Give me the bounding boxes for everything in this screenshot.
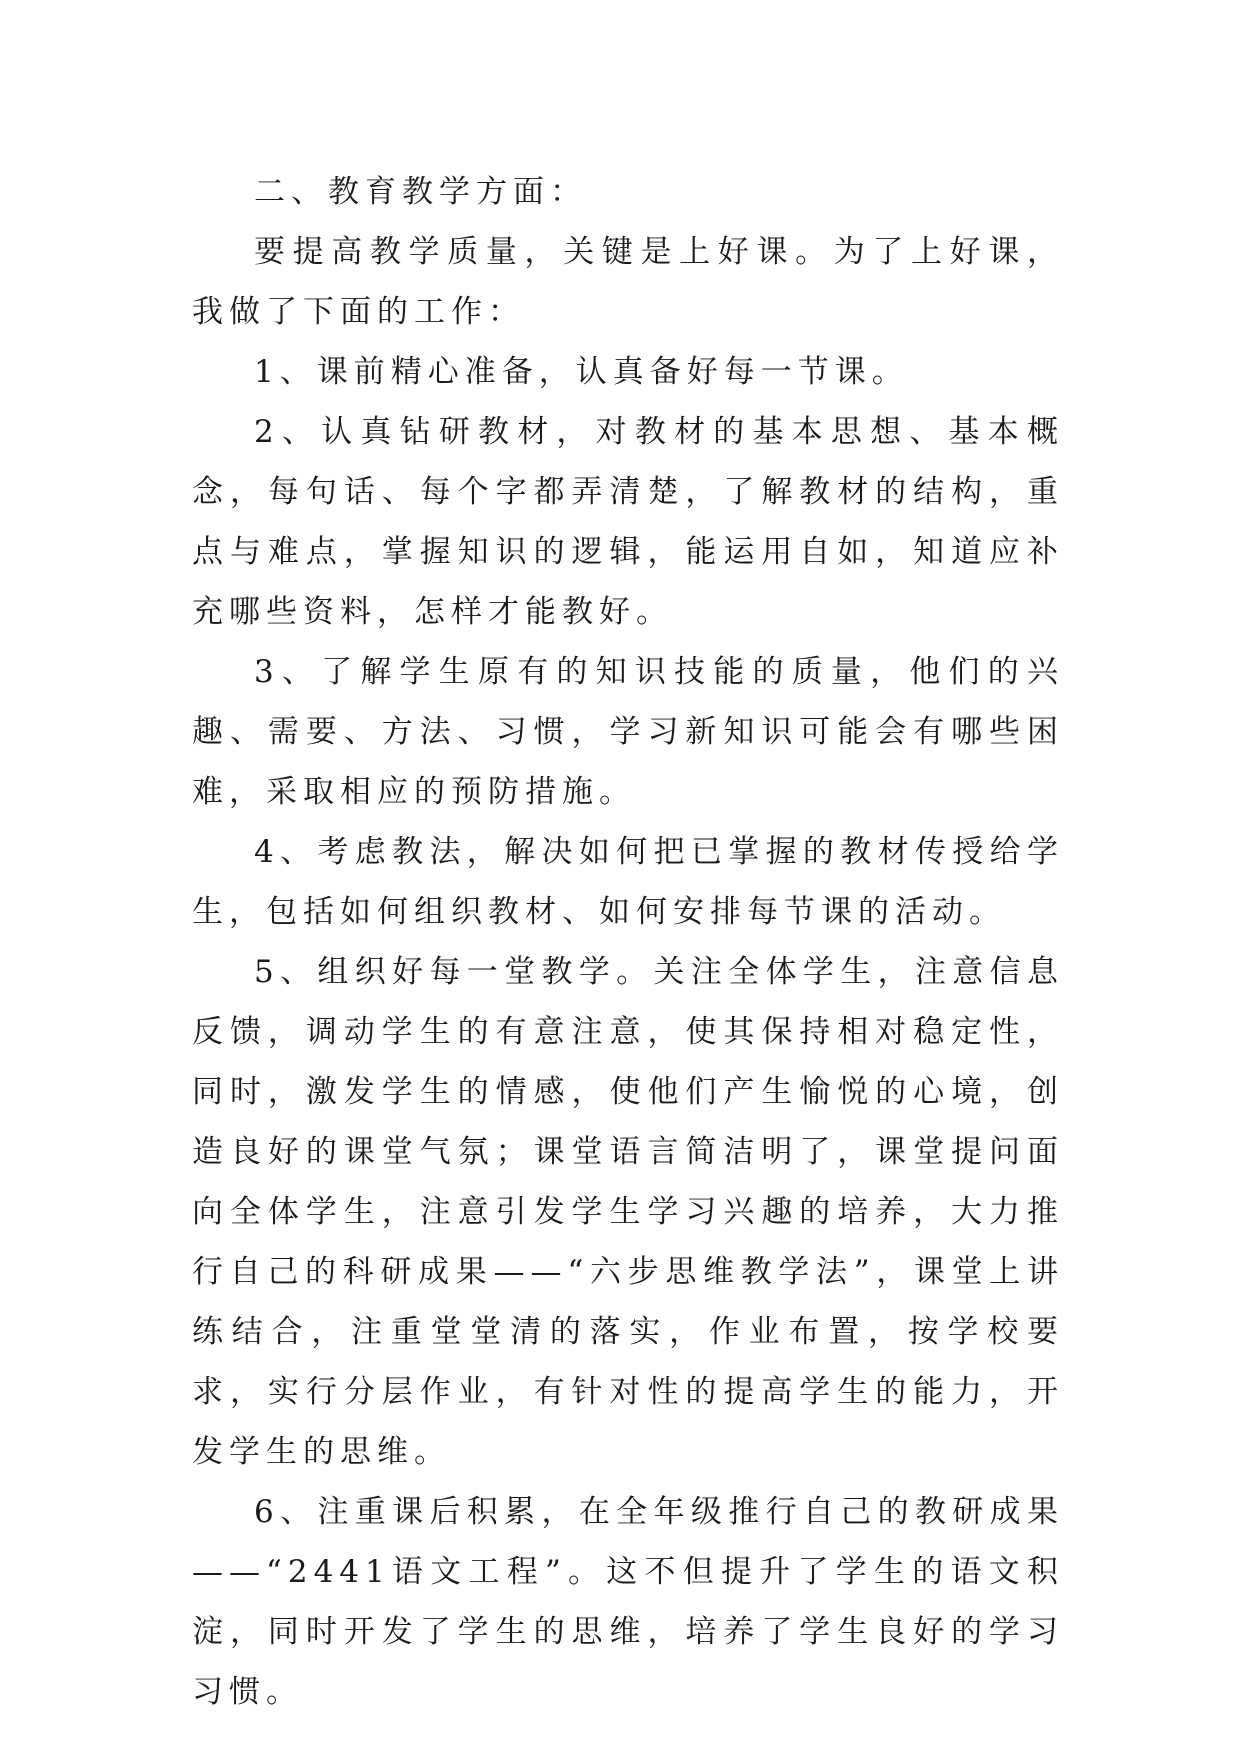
document-body (192, 162, 1064, 1722)
paragraph-item-2: 2、认真钻研教材，对教材的基本思想、基本概念，每句话、每个字都弄清楚，了解教材的结构，重点与难点，掌握知识的逻辑，能运用自如，知道应补充哪些资料，怎样才能教好。 (192, 414, 1064, 630)
paragraph-item-4: 4、考虑教法，解决如何把已掌握的教材传授给学生，包括如何组织教材、如何安排每节课的活动。 (192, 834, 1064, 930)
paragraph-intro: 要提高教学质量，关键是上好课。为了上好课，我做了下面的工作： (192, 234, 1064, 330)
paragraph-item-3: 3、了解学生原有的知识技能的质量，他们的兴趣、需要、方法、习惯，学习新知识可能会有哪些困难，采取相应的预防措施。 (192, 654, 1064, 810)
section-heading: 二、教育教学方面： (254, 174, 587, 210)
paragraph-item-1: 1、课前精心准备，认真备好每一节课。 (254, 354, 909, 390)
paragraph-item-6: 6、注重课后积累，在全年级推行自己的教研成果——“2441语文工程”。这不但提升了学生的语文积淀，同时开发了学生的思维，培养了学生良好的学习习惯。 (192, 1494, 1064, 1710)
paragraph-item-5: 5、组织好每一堂教学。关注全体学生，注意信息反馈，调动学生的有意注意，使其保持相对稳定性，同时，激发学生的情感，使他们产生愉悦的心境，创造良好的课堂气氛；课堂语言简洁明了，课堂提问面向全体学生，注意引发学生学习兴趣的培养，大力推行自己的科研成果——“六步思维教学法”，课堂上讲练结合，注重堂堂清的落实，作业布置，按学校要求，实行分层作业，有针对性的提高学生的能力，开发学生的思维。 (192, 954, 1064, 1470)
